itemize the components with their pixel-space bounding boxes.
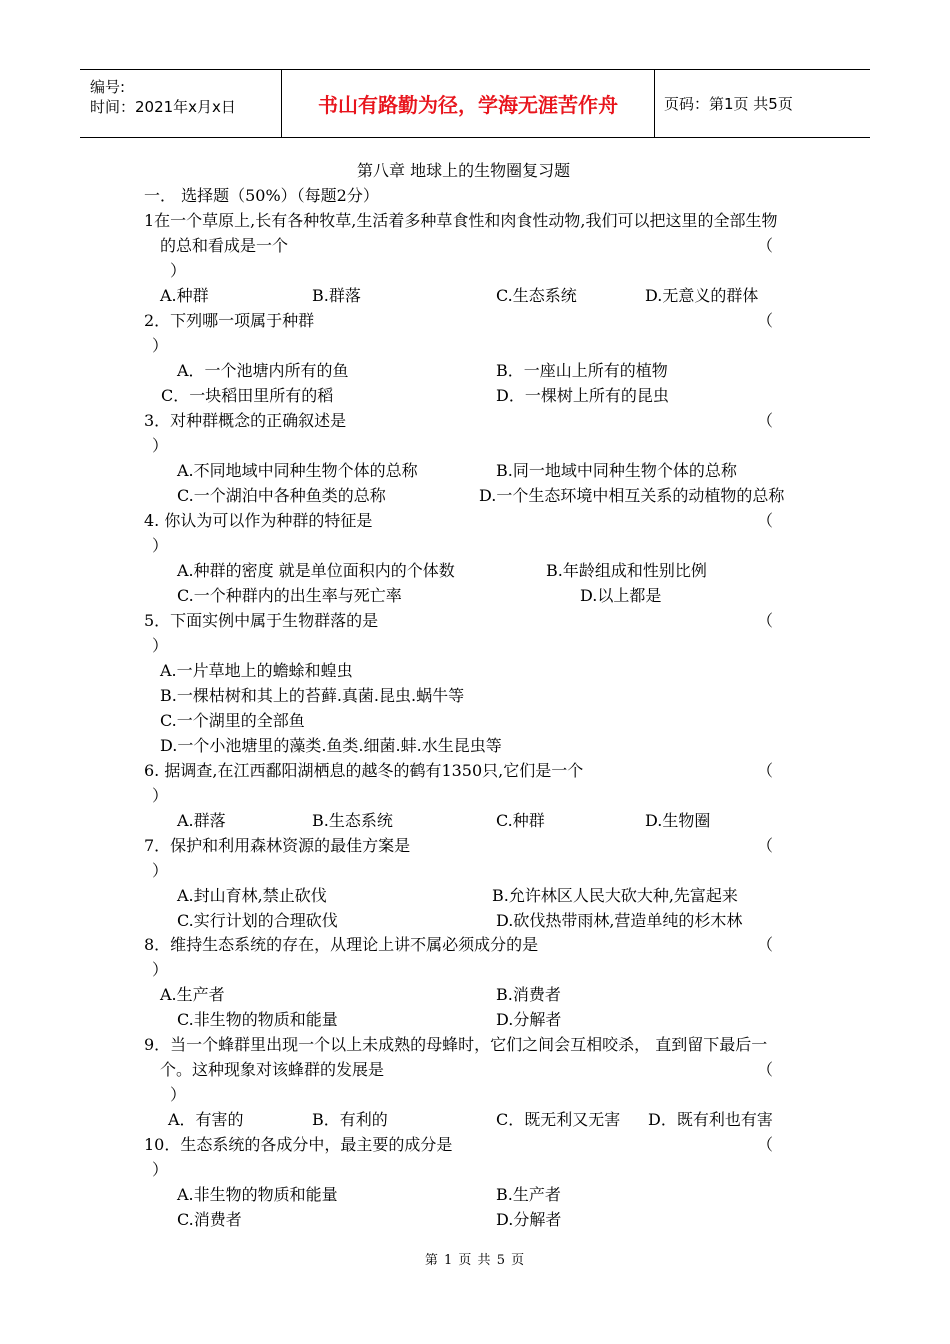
question-8: 8．维持生态系统的存在，从理论上讲不属必须成分的是	[144, 935, 539, 954]
option-d: D.分解者	[496, 1010, 562, 1029]
header-motto: 书山有路勤为径，学海无涯苦作舟	[281, 70, 655, 137]
question-7: 7．保护和利用森林资源的最佳方案是	[144, 836, 411, 855]
option-a: A.封山育林,禁止砍伐	[177, 886, 327, 905]
answer-paren-open: （	[757, 935, 774, 954]
answer-paren-close: ）	[170, 261, 187, 280]
section-heading: 一． 选择题（50%）（每题2分）	[144, 186, 379, 205]
option-a: A.生产者	[160, 985, 225, 1004]
question-9: 9．当一个蜂群里出现一个以上未成熟的母蜂时，它们之间会互相咬杀， 直到留下最后一	[144, 1035, 768, 1054]
option-a: A．有害的	[168, 1110, 244, 1129]
option-c: C．一块稻田里所有的稻	[161, 386, 334, 405]
option-b: B.群落	[312, 286, 361, 305]
option-c: C.实行计划的合理砍伐	[177, 911, 338, 930]
option-a: A.种群的密度 就是单位面积内的个体数	[177, 561, 455, 580]
question-9-cont: 个。这种现象对该蜂群的发展是	[160, 1060, 385, 1079]
answer-paren-close: ）	[152, 861, 169, 880]
header-date-label: 时间：2021年x月x日	[90, 98, 236, 116]
answer-paren-open: （	[757, 411, 774, 430]
option-c: C.一个种群内的出生率与死亡率	[177, 586, 402, 605]
question-2: 2．下列哪一项属于种群	[144, 311, 315, 330]
option-a: A.非生物的物质和能量	[177, 1185, 338, 1204]
option-b: B．一座山上所有的植物	[496, 361, 668, 380]
header-code-label: 编号:	[90, 78, 126, 96]
question-5: 5．下面实例中属于生物群落的是	[144, 611, 379, 630]
option-d: D.一个生态环境中相互关系的动植物的总称	[479, 486, 785, 505]
question-10: 10．生态系统的各成分中，最主要的成分是	[144, 1135, 453, 1154]
answer-paren-close: ）	[152, 960, 169, 979]
option-b: B.年龄组成和性别比例	[546, 561, 707, 580]
option-a: A.群落	[177, 811, 226, 830]
option-b: B.一棵枯树和其上的苔藓.真菌.昆虫.蜗牛等	[160, 686, 465, 705]
option-a: A.不同地域中同种生物个体的总称	[177, 461, 418, 480]
answer-paren-close: ）	[152, 1160, 169, 1179]
answer-paren-close: ）	[152, 436, 169, 455]
option-a: A.一片草地上的蟾蜍和蝗虫	[160, 661, 353, 680]
question-6: 6. 据调查,在江西鄱阳湖栖息的越冬的鹤有1350只,它们是一个	[144, 761, 584, 780]
answer-paren-open: （	[757, 611, 774, 630]
answer-paren-close: ）	[170, 1085, 187, 1104]
answer-paren-open: （	[757, 236, 774, 255]
answer-paren-open: （	[757, 1060, 774, 1079]
answer-paren-open: （	[757, 1135, 774, 1154]
header-page-info: 页码：第1页 共5页	[664, 95, 793, 113]
option-a: A．一个池塘内所有的鱼	[177, 361, 349, 380]
answer-paren-close: ）	[152, 786, 169, 805]
option-b: B.允许林区人民大砍大种,先富起来	[492, 886, 738, 905]
page-footer: 第 1 页 共 5 页	[424, 1253, 526, 1268]
option-d: D.一个小池塘里的藻类.鱼类.细菌.蚌.水生昆虫等	[160, 736, 502, 755]
answer-paren-close: ）	[152, 336, 169, 355]
option-c: C.一个湖泊中各种鱼类的总称	[177, 486, 386, 505]
question-1-cont: 的总和看成是一个	[160, 236, 289, 255]
option-d: D．既有利也有害	[648, 1110, 773, 1129]
option-c: C．既无利又无害	[496, 1110, 621, 1129]
option-d: D.砍伐热带雨林,营造单纯的杉木林	[496, 911, 743, 930]
answer-paren-close: ）	[152, 636, 169, 655]
option-a: A.种群	[160, 286, 209, 305]
question-3: 3．对种群概念的正确叙述是	[144, 411, 347, 430]
option-c: C.一个湖里的全部鱼	[160, 711, 305, 730]
option-b: B.生产者	[496, 1185, 561, 1204]
answer-paren-open: （	[757, 836, 774, 855]
option-b: B.消费者	[496, 985, 561, 1004]
option-d: D．一棵树上所有的昆虫	[496, 386, 669, 405]
answer-paren-open: （	[757, 511, 774, 530]
option-d: D.无意义的群体	[645, 286, 759, 305]
option-c: C.生态系统	[496, 286, 577, 305]
option-b: B．有利的	[312, 1110, 388, 1129]
option-d: D.分解者	[496, 1210, 562, 1229]
option-b: B.同一地域中同种生物个体的总称	[496, 461, 737, 480]
option-c: C.消费者	[177, 1210, 242, 1229]
option-d: D.生物圈	[645, 811, 711, 830]
option-d: D.以上都是	[580, 586, 662, 605]
question-4: 4. 你认为可以作为种群的特征是	[144, 511, 373, 530]
option-c: C.种群	[496, 811, 545, 830]
option-b: B.生态系统	[312, 811, 393, 830]
question-1: 1在一个草原上,长有各种牧草,生活着多种草食性和肉食性动物,我们可以把这里的全部生物	[144, 211, 778, 230]
header-meta	[80, 70, 280, 137]
page-header	[80, 69, 870, 138]
document-title: 第八章 地球上的生物圈复习题	[357, 161, 571, 180]
option-c: C.非生物的物质和能量	[177, 1010, 338, 1029]
answer-paren-open: （	[757, 311, 774, 330]
answer-paren-close: ）	[152, 536, 169, 555]
answer-paren-open: （	[757, 761, 774, 780]
